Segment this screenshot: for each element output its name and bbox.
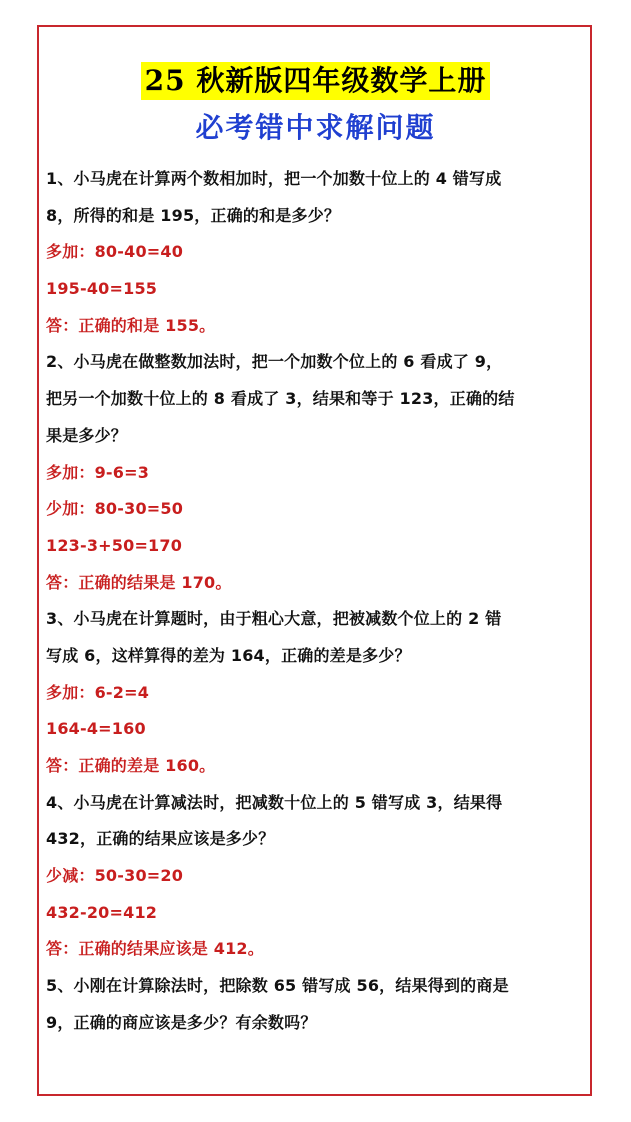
text-line: 多加：80-40=40 — [46, 242, 184, 262]
problem-list — [46, 161, 591, 1042]
text-line: 432-20=412 — [46, 902, 158, 922]
text-line: 多加：9-6=3 — [46, 462, 150, 482]
text-line: 4、小马虎在计算减法时，把减数十位上的 5 错写成 3，结果得 — [46, 792, 503, 812]
text-line: 123-3+50=170 — [46, 535, 183, 555]
text-line: 164-4=160 — [46, 719, 146, 739]
text-line: 答：正确的差是 160。 — [46, 756, 216, 775]
text-line: 少加：80-30=50 — [46, 499, 184, 519]
text-line: 5、小刚在计算除法时，把除数 65 错写成 56，结果得到的商是 — [46, 976, 509, 996]
text-line: 答：正确的结果应该是 412。 — [46, 939, 264, 959]
page-title: 25 秋新版四年级数学上册 — [141, 62, 491, 100]
text-line: 8，所得的和是 195，正确的和是多少？ — [46, 205, 341, 225]
text-line: 把另一个加数十位上的 8 看成了 3，结果和等于 123，正确的结 — [46, 389, 515, 409]
text-line: 少减：50-30=20 — [46, 866, 184, 886]
text-line: 432，正确的结果应该是多少？ — [46, 829, 275, 849]
text-line: 果是多少？ — [46, 425, 128, 445]
text-line: 答：正确的结果是 170。 — [46, 572, 232, 592]
text-line: 9，正确的商应该是多少？有余数吗？ — [46, 1012, 317, 1032]
text-line: 3、小马虎在计算题时，由于粗心大意，把被减数个位上的 2 错 — [46, 609, 502, 629]
text-line: 答：正确的和是 155。 — [46, 315, 216, 335]
text-line: 1、小马虎在计算两个数相加时，把一个加数十位上的 4 错写成 — [46, 169, 502, 188]
text-line: 多加：6-2=4 — [46, 682, 150, 702]
title-container — [0, 62, 631, 100]
text-line: 195-40=155 — [46, 279, 158, 299]
text-line: 写成 6，这样算得的差为 164，正确的差是多少？ — [46, 645, 411, 665]
page-subtitle: 必考错中求解问题 — [195, 111, 436, 144]
text-line: 2、小马虎在做整数加法时，把一个加数个位上的 6 看成了 9， — [46, 352, 503, 372]
